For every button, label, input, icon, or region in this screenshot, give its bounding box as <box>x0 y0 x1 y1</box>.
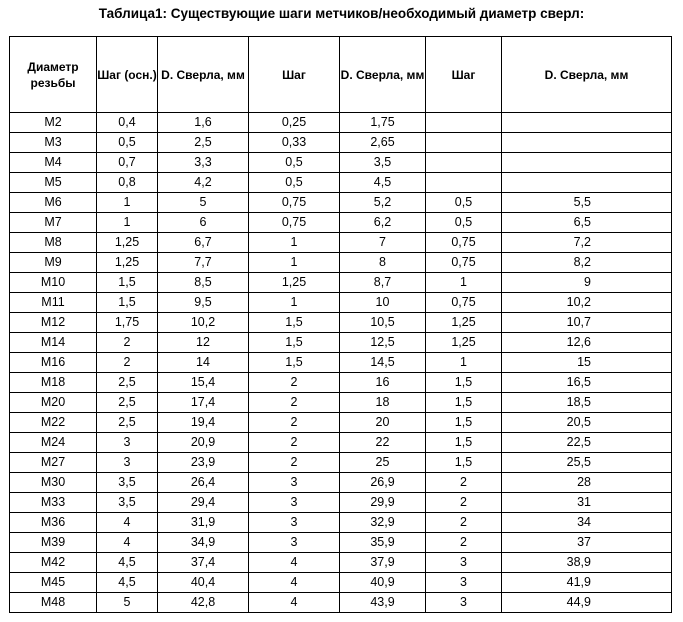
pitch-3-cell: 2 <box>426 533 502 553</box>
drill-diameter-2-cell: 14,5 <box>340 353 426 373</box>
drill-diameter-2-cell: 3,5 <box>340 153 426 173</box>
pitch-3-cell: 1 <box>426 273 502 293</box>
drill-diameter-3-cell: 41,9 <box>502 573 672 593</box>
thread-size-cell: M9 <box>10 253 97 273</box>
table-row <box>10 273 672 293</box>
pitch-3-cell <box>426 173 502 193</box>
pitch-3-cell: 0,75 <box>426 293 502 313</box>
header-drill-diameter-1: D. Сверла, мм <box>158 37 249 113</box>
drill-diameter-1-cell: 17,4 <box>158 393 249 413</box>
drill-diameter-2-cell: 37,9 <box>340 553 426 573</box>
drill-diameter-3-cell: 44,9 <box>502 593 672 613</box>
pitch-2-cell: 1,5 <box>249 313 340 333</box>
thread-size-cell: M39 <box>10 533 97 553</box>
pitch-2-cell: 3 <box>249 493 340 513</box>
thread-size-cell: M20 <box>10 393 97 413</box>
pitch-3-cell <box>426 153 502 173</box>
thread-size-cell: M2 <box>10 113 97 133</box>
thread-size-cell: M42 <box>10 553 97 573</box>
drill-diameter-1-cell: 20,9 <box>158 433 249 453</box>
drill-diameter-1-cell: 3,3 <box>158 153 249 173</box>
pitch-main-cell: 0,7 <box>97 153 158 173</box>
thread-size-cell: M33 <box>10 493 97 513</box>
thread-size-cell: M36 <box>10 513 97 533</box>
drill-diameter-1-cell: 10,2 <box>158 313 249 333</box>
pitch-3-cell: 1 <box>426 353 502 373</box>
thread-size-cell: M3 <box>10 133 97 153</box>
thread-size-cell: M6 <box>10 193 97 213</box>
drill-diameter-3-cell <box>502 133 672 153</box>
pitch-main-cell: 2,5 <box>97 373 158 393</box>
pitch-main-cell: 1,25 <box>97 253 158 273</box>
pitch-3-cell: 2 <box>426 513 502 533</box>
pitch-3-cell: 1,5 <box>426 393 502 413</box>
drill-diameter-2-cell: 35,9 <box>340 533 426 553</box>
drill-diameter-1-cell: 8,5 <box>158 273 249 293</box>
drill-diameter-2-cell: 8 <box>340 253 426 273</box>
drill-diameter-3-cell <box>502 153 672 173</box>
drill-diameter-3-cell <box>502 173 672 193</box>
pitch-2-cell: 0,33 <box>249 133 340 153</box>
pitch-main-cell: 1,5 <box>97 273 158 293</box>
drill-diameter-2-cell: 18 <box>340 393 426 413</box>
drill-diameter-2-cell: 32,9 <box>340 513 426 533</box>
header-pitch-main: Шаг (осн.) <box>97 37 158 113</box>
drill-diameter-3-cell: 28 <box>502 473 672 493</box>
drill-diameter-3-cell: 22,5 <box>502 433 672 453</box>
pitch-main-cell: 2,5 <box>97 413 158 433</box>
drill-diameter-3-cell: 5,5 <box>502 193 672 213</box>
pitch-2-cell: 0,75 <box>249 193 340 213</box>
pitch-main-cell: 3 <box>97 433 158 453</box>
pitch-2-cell: 2 <box>249 433 340 453</box>
pitch-3-cell: 0,75 <box>426 253 502 273</box>
thread-size-cell: M12 <box>10 313 97 333</box>
drill-diameter-1-cell: 9,5 <box>158 293 249 313</box>
drill-diameter-1-cell: 6,7 <box>158 233 249 253</box>
tap-drill-table <box>9 36 672 613</box>
pitch-2-cell: 3 <box>249 473 340 493</box>
table-title: Таблица1: Существующие шаги метчиков/необходимый диаметр сверл: <box>98 6 585 21</box>
drill-diameter-3-cell: 34 <box>502 513 672 533</box>
drill-diameter-2-cell: 7 <box>340 233 426 253</box>
pitch-main-cell: 4,5 <box>97 573 158 593</box>
table-row <box>10 493 672 513</box>
pitch-main-cell: 5 <box>97 593 158 613</box>
pitch-2-cell: 0,75 <box>249 213 340 233</box>
thread-size-cell: M4 <box>10 153 97 173</box>
drill-diameter-2-cell: 8,7 <box>340 273 426 293</box>
pitch-3-cell: 1,25 <box>426 313 502 333</box>
pitch-2-cell: 1,5 <box>249 333 340 353</box>
drill-diameter-1-cell: 31,9 <box>158 513 249 533</box>
pitch-main-cell: 2 <box>97 333 158 353</box>
pitch-3-cell: 1,5 <box>426 433 502 453</box>
pitch-3-cell: 0,5 <box>426 213 502 233</box>
thread-size-cell: M27 <box>10 453 97 473</box>
pitch-3-cell <box>426 113 502 133</box>
pitch-2-cell: 0,25 <box>249 113 340 133</box>
pitch-2-cell: 1 <box>249 233 340 253</box>
pitch-3-cell: 3 <box>426 573 502 593</box>
drill-diameter-3-cell: 12,6 <box>502 333 672 353</box>
pitch-3-cell: 1,5 <box>426 413 502 433</box>
thread-size-cell: M48 <box>10 593 97 613</box>
pitch-2-cell: 3 <box>249 533 340 553</box>
pitch-main-cell: 0,5 <box>97 133 158 153</box>
pitch-2-cell: 3 <box>249 513 340 533</box>
drill-diameter-1-cell: 14 <box>158 353 249 373</box>
table-row <box>10 513 672 533</box>
drill-diameter-2-cell: 2,65 <box>340 133 426 153</box>
thread-size-cell: M18 <box>10 373 97 393</box>
drill-diameter-2-cell: 20 <box>340 413 426 433</box>
table-row <box>10 293 672 313</box>
thread-size-cell: M14 <box>10 333 97 353</box>
pitch-main-cell: 3,5 <box>97 493 158 513</box>
thread-size-cell: M16 <box>10 353 97 373</box>
pitch-main-cell: 1,75 <box>97 313 158 333</box>
drill-diameter-1-cell: 1,6 <box>158 113 249 133</box>
drill-diameter-2-cell: 5,2 <box>340 193 426 213</box>
thread-size-cell: M11 <box>10 293 97 313</box>
drill-diameter-2-cell: 1,75 <box>340 113 426 133</box>
drill-diameter-2-cell: 4,5 <box>340 173 426 193</box>
drill-diameter-3-cell: 10,2 <box>502 293 672 313</box>
drill-diameter-1-cell: 12 <box>158 333 249 353</box>
drill-diameter-3-cell: 37 <box>502 533 672 553</box>
pitch-3-cell: 1,5 <box>426 373 502 393</box>
pitch-2-cell: 4 <box>249 573 340 593</box>
pitch-2-cell: 2 <box>249 413 340 433</box>
pitch-3-cell: 0,5 <box>426 193 502 213</box>
drill-diameter-2-cell: 25 <box>340 453 426 473</box>
drill-diameter-2-cell: 12,5 <box>340 333 426 353</box>
pitch-main-cell: 1 <box>97 213 158 233</box>
pitch-2-cell: 1,25 <box>249 273 340 293</box>
pitch-main-cell: 0,8 <box>97 173 158 193</box>
drill-diameter-3-cell: 20,5 <box>502 413 672 433</box>
pitch-main-cell: 1,25 <box>97 233 158 253</box>
table-row <box>10 533 672 553</box>
drill-diameter-3-cell: 16,5 <box>502 373 672 393</box>
drill-diameter-2-cell: 40,9 <box>340 573 426 593</box>
pitch-2-cell: 2 <box>249 373 340 393</box>
drill-diameter-1-cell: 5 <box>158 193 249 213</box>
drill-diameter-3-cell: 8,2 <box>502 253 672 273</box>
drill-diameter-3-cell: 31 <box>502 493 672 513</box>
thread-size-cell: M45 <box>10 573 97 593</box>
pitch-2-cell: 4 <box>249 553 340 573</box>
pitch-main-cell: 1 <box>97 193 158 213</box>
pitch-main-cell: 4 <box>97 533 158 553</box>
pitch-3-cell: 1,5 <box>426 453 502 473</box>
table-row <box>10 453 672 473</box>
table-row <box>10 573 672 593</box>
pitch-2-cell: 1,5 <box>249 353 340 373</box>
table-row <box>10 113 672 133</box>
drill-diameter-3-cell: 18,5 <box>502 393 672 413</box>
drill-diameter-1-cell: 37,4 <box>158 553 249 573</box>
drill-diameter-1-cell: 19,4 <box>158 413 249 433</box>
pitch-2-cell: 2 <box>249 453 340 473</box>
drill-diameter-2-cell: 43,9 <box>340 593 426 613</box>
pitch-3-cell: 0,75 <box>426 233 502 253</box>
drill-diameter-2-cell: 10 <box>340 293 426 313</box>
table-row <box>10 553 672 573</box>
thread-size-cell: M8 <box>10 233 97 253</box>
thread-size-cell: M24 <box>10 433 97 453</box>
pitch-main-cell: 4,5 <box>97 553 158 573</box>
header-row <box>10 37 672 113</box>
table-row <box>10 173 672 193</box>
table-row <box>10 213 672 233</box>
pitch-3-cell: 1,25 <box>426 333 502 353</box>
drill-diameter-3-cell: 15 <box>502 353 672 373</box>
pitch-2-cell: 1 <box>249 253 340 273</box>
header-drill-diameter-2: D. Сверла, мм <box>340 37 426 113</box>
drill-diameter-3-cell: 9 <box>502 273 672 293</box>
table-row <box>10 333 672 353</box>
drill-diameter-1-cell: 2,5 <box>158 133 249 153</box>
table-row <box>10 153 672 173</box>
pitch-2-cell: 2 <box>249 393 340 413</box>
drill-diameter-2-cell: 10,5 <box>340 313 426 333</box>
drill-diameter-1-cell: 23,9 <box>158 453 249 473</box>
drill-diameter-1-cell: 7,7 <box>158 253 249 273</box>
table-row <box>10 433 672 453</box>
pitch-3-cell: 3 <box>426 593 502 613</box>
drill-diameter-1-cell: 34,9 <box>158 533 249 553</box>
table-body <box>10 113 672 613</box>
table-row <box>10 593 672 613</box>
drill-diameter-3-cell: 25,5 <box>502 453 672 473</box>
drill-diameter-3-cell <box>502 113 672 133</box>
table-row <box>10 413 672 433</box>
pitch-main-cell: 2,5 <box>97 393 158 413</box>
pitch-main-cell: 0,4 <box>97 113 158 133</box>
table-row <box>10 353 672 373</box>
table-row <box>10 233 672 253</box>
pitch-3-cell: 2 <box>426 493 502 513</box>
thread-size-cell: M7 <box>10 213 97 233</box>
pitch-3-cell: 3 <box>426 553 502 573</box>
drill-diameter-3-cell: 38,9 <box>502 553 672 573</box>
thread-size-cell: M30 <box>10 473 97 493</box>
drill-diameter-1-cell: 6 <box>158 213 249 233</box>
pitch-2-cell: 4 <box>249 593 340 613</box>
thread-size-cell: M22 <box>10 413 97 433</box>
drill-diameter-2-cell: 22 <box>340 433 426 453</box>
pitch-2-cell: 0,5 <box>249 173 340 193</box>
pitch-main-cell: 1,5 <box>97 293 158 313</box>
pitch-main-cell: 3 <box>97 453 158 473</box>
drill-diameter-3-cell: 10,7 <box>502 313 672 333</box>
pitch-3-cell: 2 <box>426 473 502 493</box>
pitch-main-cell: 2 <box>97 353 158 373</box>
header-pitch-2: Шаг <box>249 37 340 113</box>
drill-diameter-1-cell: 29,4 <box>158 493 249 513</box>
drill-diameter-1-cell: 26,4 <box>158 473 249 493</box>
table-row <box>10 253 672 273</box>
drill-diameter-1-cell: 42,8 <box>158 593 249 613</box>
drill-diameter-1-cell: 15,4 <box>158 373 249 393</box>
header-drill-diameter-3: D. Сверла, мм <box>502 37 672 113</box>
table-row <box>10 473 672 493</box>
drill-diameter-2-cell: 16 <box>340 373 426 393</box>
thread-size-cell: M10 <box>10 273 97 293</box>
drill-diameter-2-cell: 26,9 <box>340 473 426 493</box>
pitch-2-cell: 1 <box>249 293 340 313</box>
table-row <box>10 313 672 333</box>
header-pitch-3: Шаг <box>426 37 502 113</box>
pitch-main-cell: 4 <box>97 513 158 533</box>
pitch-main-cell: 3,5 <box>97 473 158 493</box>
table-row <box>10 193 672 213</box>
header-thread-diameter: Диаметр резьбы <box>10 37 97 113</box>
pitch-3-cell <box>426 133 502 153</box>
drill-diameter-2-cell: 6,2 <box>340 213 426 233</box>
drill-diameter-3-cell: 7,2 <box>502 233 672 253</box>
thread-size-cell: M5 <box>10 173 97 193</box>
drill-diameter-2-cell: 29,9 <box>340 493 426 513</box>
table-row <box>10 133 672 153</box>
drill-diameter-1-cell: 40,4 <box>158 573 249 593</box>
pitch-2-cell: 0,5 <box>249 153 340 173</box>
table-row <box>10 393 672 413</box>
drill-diameter-3-cell: 6,5 <box>502 213 672 233</box>
table-row <box>10 373 672 393</box>
drill-diameter-1-cell: 4,2 <box>158 173 249 193</box>
